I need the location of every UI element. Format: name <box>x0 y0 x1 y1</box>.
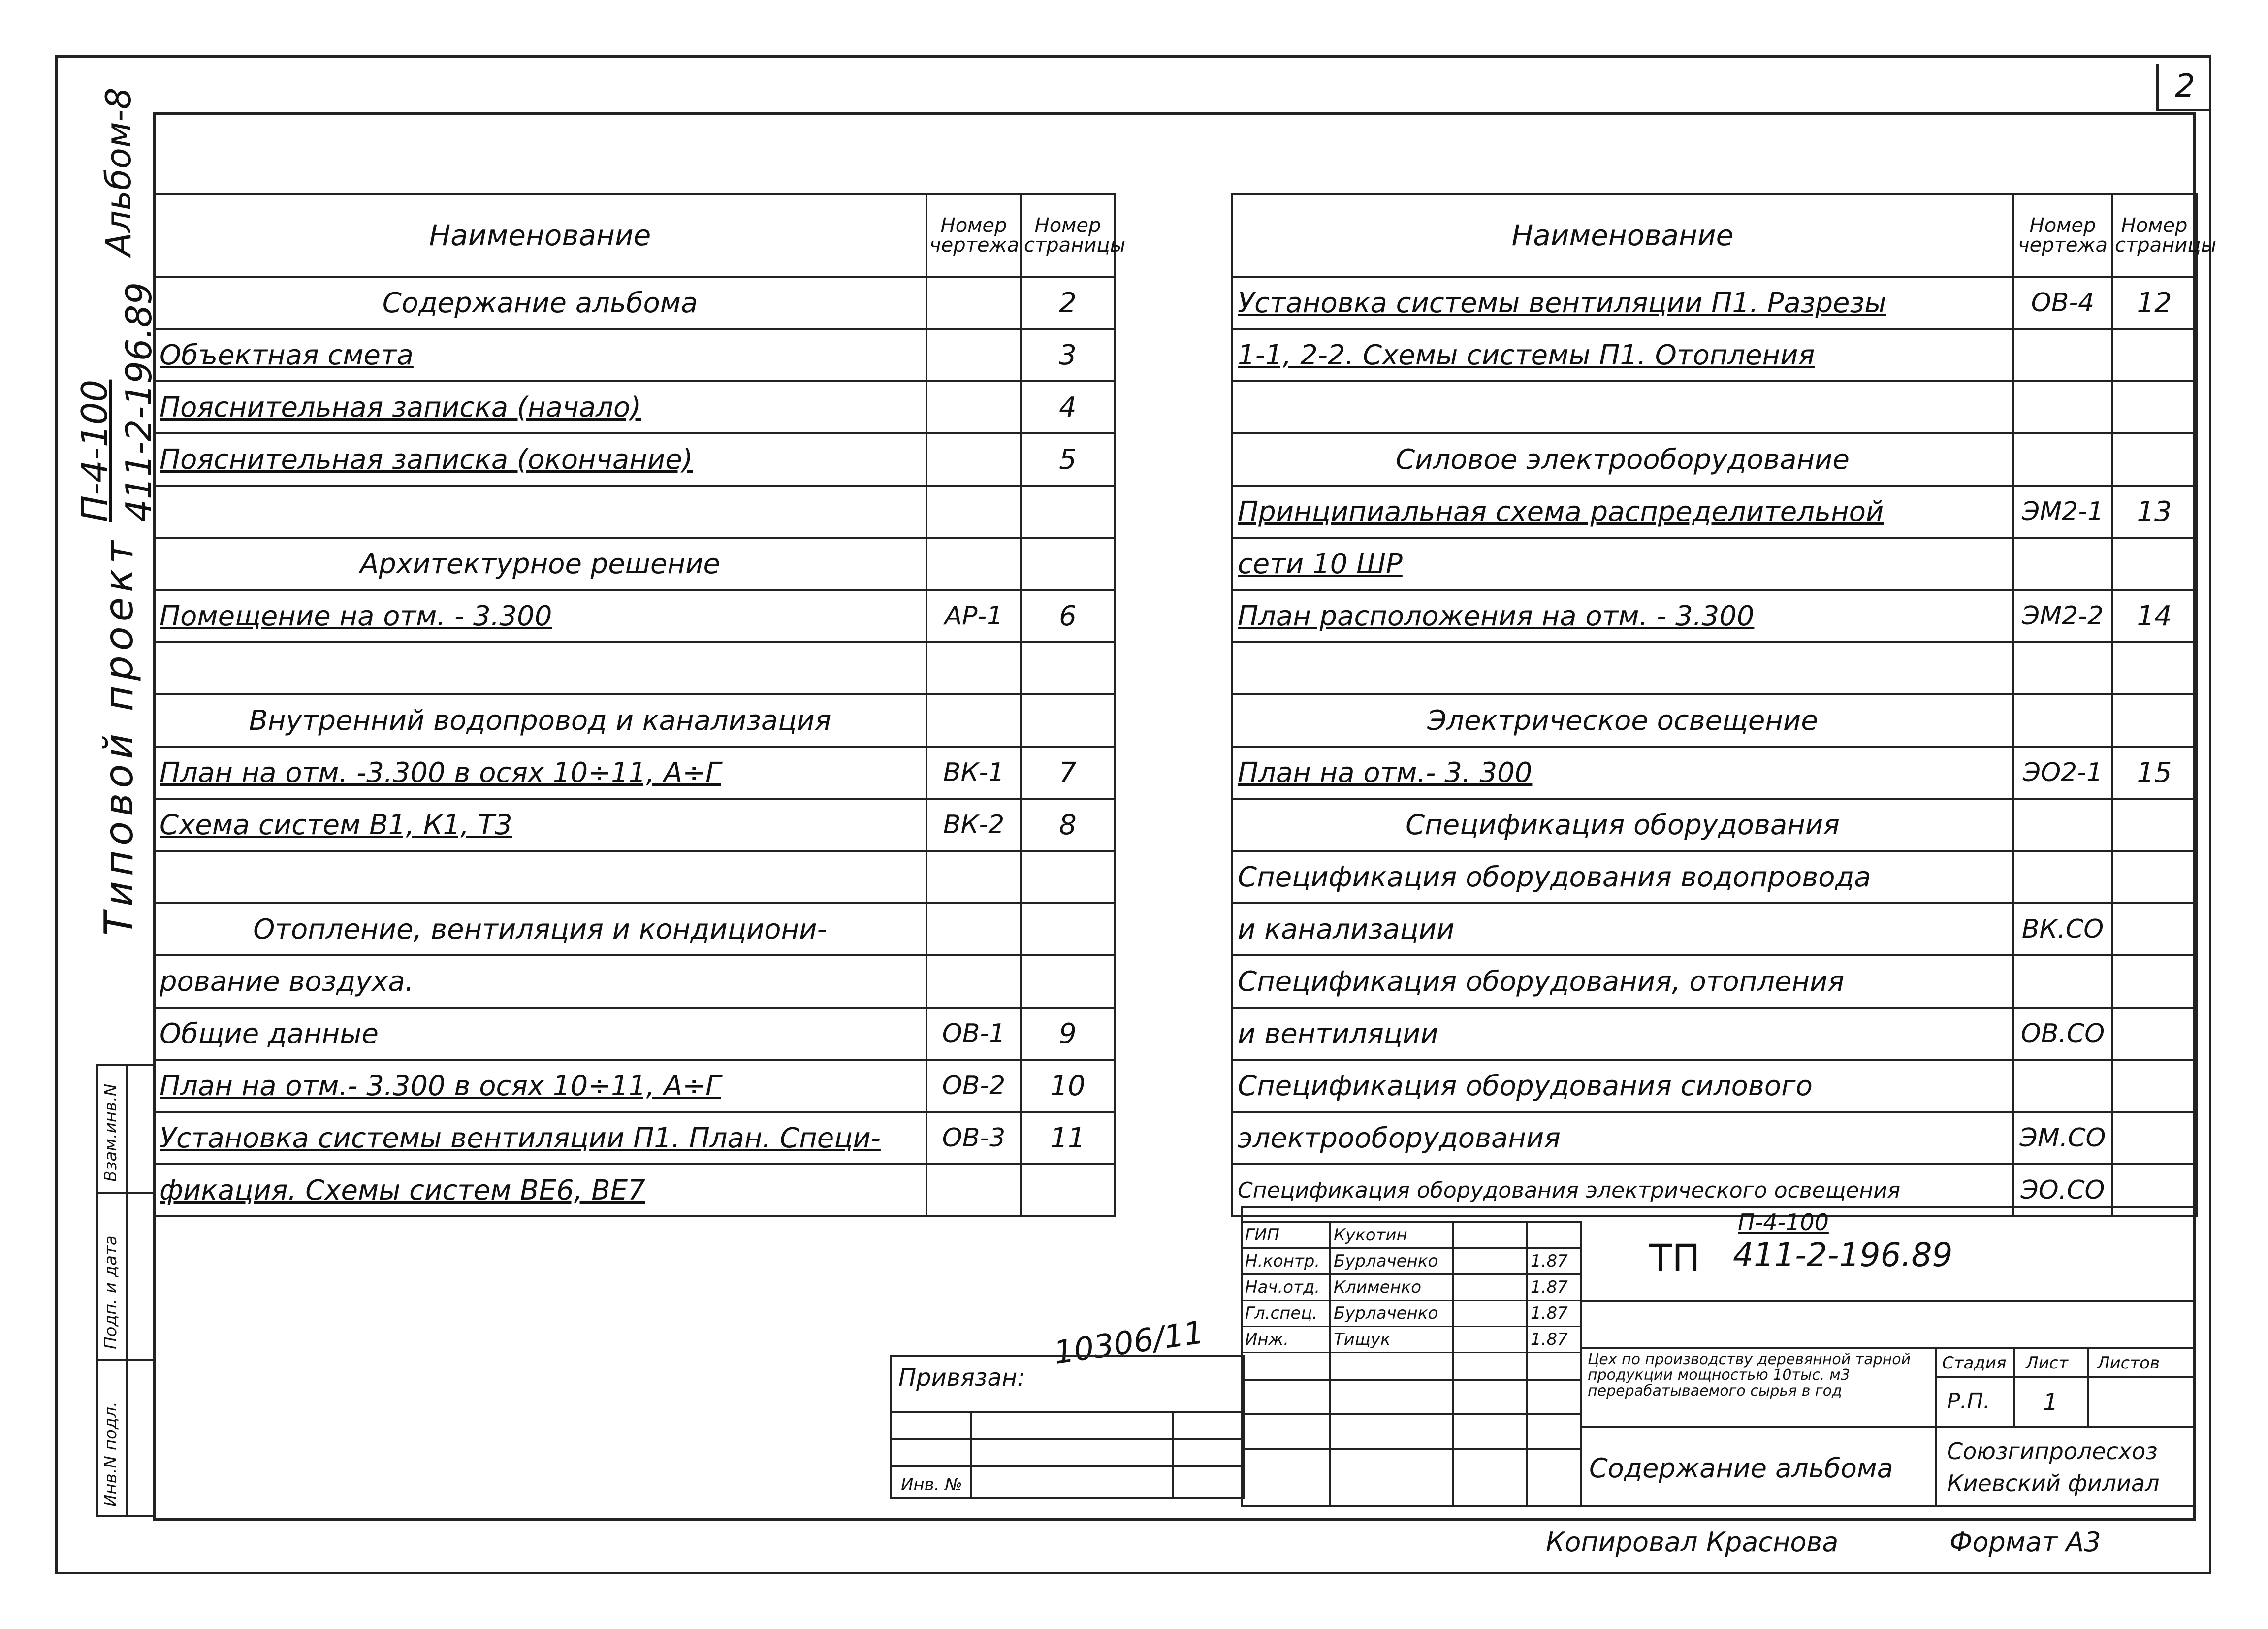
row-name <box>1232 381 2013 433</box>
row-name: и канализации <box>1232 903 2013 955</box>
sheet-number: 2 <box>2156 64 2211 111</box>
row-drawing-number: ЭМ2-2 <box>2013 590 2112 642</box>
side-label-inv-podl: Инв.N подл. <box>101 1401 121 1507</box>
row-drawing-number <box>926 903 1021 955</box>
table-row <box>154 694 1115 747</box>
row-drawing-number: ЭМ.СО <box>2013 1112 2112 1164</box>
row-name: Принципиальная схема распределительной <box>1232 486 2013 538</box>
table-row <box>1232 277 2197 329</box>
signature-role: Гл.спец. <box>1242 1301 1330 1327</box>
table-row <box>1232 694 2197 747</box>
row-page-number <box>2112 329 2197 381</box>
row-name: Спецификация оборудования <box>1232 799 2013 851</box>
row-name: План на отм.- 3. 300 <box>1232 747 2013 799</box>
code-main: 411-2-196.89 <box>1733 1236 1953 1274</box>
row-name: Архитектурное решение <box>154 538 926 590</box>
table-row <box>154 642 1115 694</box>
doc-name: Содержание альбома <box>1589 1453 1893 1484</box>
row-name: Электрическое освещение <box>1232 694 2013 747</box>
handwritten-number: 10306/11 <box>1052 1314 1207 1371</box>
header-drawing-number: Номер чертежа <box>2013 194 2112 277</box>
title-grid-line <box>2013 1347 2015 1426</box>
signature-mark <box>1453 1327 1527 1353</box>
signature-row <box>1242 1248 1581 1274</box>
binding-inv-label: Инв. № <box>901 1475 962 1495</box>
table-row <box>154 1060 1115 1112</box>
row-page-number <box>1021 955 1115 1008</box>
row-drawing-number <box>926 433 1021 486</box>
signature-date: 1.87 <box>1527 1248 1581 1274</box>
side-project-code-bottom: 411-2-196.89 <box>118 282 160 522</box>
table-row <box>154 1112 1115 1164</box>
row-page-number <box>2112 1060 2197 1112</box>
row-page-number: 4 <box>1021 381 1115 433</box>
signature-row <box>1242 1274 1581 1301</box>
table-row <box>1232 433 2197 486</box>
row-name <box>1232 642 2013 694</box>
row-name <box>154 486 926 538</box>
table-row <box>1232 1008 2197 1060</box>
header-page-number: Номер страницы <box>1021 194 1115 277</box>
signature-name: Кукотин <box>1330 1222 1453 1248</box>
table-row <box>154 538 1115 590</box>
side-project-code-top: П-4-100 <box>74 379 115 522</box>
row-page-number <box>1021 486 1115 538</box>
title-grid-line <box>1580 1221 1582 1507</box>
code-prefix: ТП <box>1649 1236 1700 1280</box>
row-name: Содержание альбома <box>154 277 926 329</box>
table-row <box>1232 538 2197 590</box>
signature-row <box>1242 1222 1581 1248</box>
row-name: 1-1, 2-2. Схемы системы П1. Отопления <box>1232 329 2013 381</box>
row-drawing-number <box>926 538 1021 590</box>
title-grid-line <box>2087 1347 2089 1426</box>
row-page-number <box>2112 694 2197 747</box>
row-page-number <box>1021 903 1115 955</box>
stage-label: Стадия <box>1942 1353 2007 1373</box>
row-page-number <box>2112 799 2197 851</box>
table-row <box>1232 955 2197 1008</box>
header-name: Наименование <box>154 194 926 277</box>
object-name: Цех по производству деревянной тарной продукции мощностью 10тыс. м3 перерабатываемого сырья в год <box>1588 1351 1911 1400</box>
title-grid-line <box>1526 1344 1528 1507</box>
format-label: Формат А3 <box>1949 1527 2101 1558</box>
row-name: Установка системы вентиляции П1. План. Специ- <box>154 1112 926 1164</box>
row-page-number <box>2112 433 2197 486</box>
row-drawing-number: ВК-1 <box>926 747 1021 799</box>
row-page-number <box>1021 538 1115 590</box>
row-drawing-number <box>2013 1060 2112 1112</box>
row-name: Помещение на отм. - 3.300 <box>154 590 926 642</box>
row-page-number: 12 <box>2112 277 2197 329</box>
table-row <box>154 277 1115 329</box>
signature-row <box>1242 1327 1581 1353</box>
contents-table-left <box>153 193 1126 1217</box>
row-name: рование воздуха. <box>154 955 926 1008</box>
table-row <box>1232 381 2197 433</box>
header-name: Наименование <box>1232 194 2013 277</box>
row-name: Пояснительная записка (окончание) <box>154 433 926 486</box>
signature-name: Бурлаченко <box>1330 1248 1453 1274</box>
row-page-number: 3 <box>1021 329 1115 381</box>
row-name: фикация. Схемы систем ВЕ6, ВЕ7 <box>154 1164 926 1216</box>
row-page-number <box>2112 381 2197 433</box>
row-name: Объектная смета <box>154 329 926 381</box>
row-drawing-number <box>2013 799 2112 851</box>
table-row <box>1232 642 2197 694</box>
row-drawing-number <box>926 851 1021 903</box>
table-row <box>1232 329 2197 381</box>
signature-mark <box>1453 1222 1527 1248</box>
signature-role: Н.контр. <box>1242 1248 1330 1274</box>
row-drawing-number <box>2013 851 2112 903</box>
signature-role: Нач.отд. <box>1242 1274 1330 1301</box>
row-page-number <box>2112 538 2197 590</box>
row-page-number <box>1021 642 1115 694</box>
row-drawing-number: ОВ.СО <box>2013 1008 2112 1060</box>
row-drawing-number: ОВ-4 <box>2013 277 2112 329</box>
signature-row <box>1242 1301 1581 1327</box>
table-row <box>154 903 1115 955</box>
row-page-number <box>1021 1164 1115 1216</box>
row-drawing-number <box>926 1164 1021 1216</box>
row-page-number: 11 <box>1021 1112 1115 1164</box>
row-name <box>154 851 926 903</box>
side-project-prefix: Типовой проект <box>96 536 142 936</box>
row-drawing-number <box>2013 694 2112 747</box>
row-drawing-number <box>2013 329 2112 381</box>
signature-date: 1.87 <box>1527 1327 1581 1353</box>
binding-line <box>1172 1411 1174 1499</box>
row-drawing-number: ОВ-3 <box>926 1112 1021 1164</box>
table-row <box>1232 486 2197 538</box>
title-grid-line <box>1580 1426 2196 1428</box>
row-page-number: 15 <box>2112 747 2197 799</box>
row-drawing-number: ЭО2-1 <box>2013 747 2112 799</box>
row-page-number: 7 <box>1021 747 1115 799</box>
signature-date: 1.87 <box>1527 1274 1581 1301</box>
row-name: сети 10 ШР <box>1232 538 2013 590</box>
row-drawing-number: ЭО.СО <box>2013 1164 2112 1216</box>
row-drawing-number <box>926 694 1021 747</box>
signature-date: 1.87 <box>1527 1301 1581 1327</box>
table-row <box>154 747 1115 799</box>
title-grid-line <box>1241 1448 1580 1450</box>
table-row <box>154 1008 1115 1060</box>
side-album-label: Альбом-8 <box>98 87 139 256</box>
row-drawing-number <box>926 486 1021 538</box>
table-row <box>154 1164 1115 1216</box>
title-grid-line <box>1241 1379 1580 1381</box>
table-row <box>154 590 1115 642</box>
sheet-value: 1 <box>2043 1389 2058 1416</box>
row-page-number <box>2112 642 2197 694</box>
table-row <box>1232 851 2197 903</box>
title-grid-line <box>1935 1376 2196 1378</box>
row-name: Общие данные <box>154 1008 926 1060</box>
row-drawing-number <box>2013 955 2112 1008</box>
row-drawing-number <box>2013 433 2112 486</box>
row-drawing-number <box>2013 642 2112 694</box>
table-row <box>154 851 1115 903</box>
row-page-number <box>2112 1112 2197 1164</box>
table-row <box>154 799 1115 851</box>
row-drawing-number: ЭМ2-1 <box>2013 486 2112 538</box>
binding-line <box>890 1411 1245 1413</box>
signature-name: Тищук <box>1330 1327 1453 1353</box>
sheet-label: Лист <box>2026 1353 2069 1373</box>
row-name: Внутренний водопровод и канализация <box>154 694 926 747</box>
row-drawing-number <box>2013 381 2112 433</box>
row-drawing-number: ОВ-1 <box>926 1008 1021 1060</box>
row-page-number <box>2112 903 2197 955</box>
row-drawing-number: ВК-2 <box>926 799 1021 851</box>
row-name <box>154 642 926 694</box>
row-drawing-number <box>2013 538 2112 590</box>
row-name: Схема систем В1, К1, Т3 <box>154 799 926 851</box>
row-page-number <box>1021 694 1115 747</box>
title-grid-line <box>1241 1344 1243 1507</box>
row-drawing-number: ВК.СО <box>2013 903 2112 955</box>
row-drawing-number <box>926 955 1021 1008</box>
copied-by: Копировал Краснова <box>1546 1527 1839 1558</box>
row-drawing-number <box>926 277 1021 329</box>
header-drawing-number: Номер чертежа <box>926 194 1021 277</box>
table-row <box>154 955 1115 1008</box>
row-page-number: 6 <box>1021 590 1115 642</box>
signature-mark <box>1453 1274 1527 1301</box>
signature-role: Инж. <box>1242 1327 1330 1353</box>
row-name: План расположения на отм. - 3.300 <box>1232 590 2013 642</box>
sheets-label: Листов <box>2097 1353 2160 1373</box>
table-row <box>154 329 1115 381</box>
signature-table <box>1241 1221 1582 1353</box>
title-grid-line <box>1329 1344 1331 1507</box>
table-row <box>1232 799 2197 851</box>
side-label-podp-data: Подп. и дата <box>101 1235 121 1349</box>
row-name: Спецификация оборудования, отопления <box>1232 955 2013 1008</box>
row-name: План на отм. -3.300 в осях 10÷11, А÷Г <box>154 747 926 799</box>
row-page-number <box>2112 955 2197 1008</box>
title-grid-line <box>1452 1344 1454 1507</box>
stage-value: Р.П. <box>1947 1389 1990 1414</box>
row-name: Спецификация оборудования электрического освещения <box>1232 1164 2013 1216</box>
title-grid-line <box>1580 1300 2196 1302</box>
row-name: электрооборудования <box>1232 1112 2013 1164</box>
table-row <box>1232 1060 2197 1112</box>
table-row <box>1232 747 2197 799</box>
row-name: и вентиляции <box>1232 1008 2013 1060</box>
binding-line <box>970 1411 972 1499</box>
row-name: План на отм.- 3.300 в осях 10÷11, А÷Г <box>154 1060 926 1112</box>
row-name: Установка системы вентиляции П1. Разрезы <box>1232 277 2013 329</box>
binding-line <box>890 1465 1245 1467</box>
row-page-number: 8 <box>1021 799 1115 851</box>
title-grid-line <box>1580 1347 2196 1349</box>
org-line1: Союзгипролесхоз <box>1947 1438 2158 1465</box>
table-row <box>154 381 1115 433</box>
row-page-number: 10 <box>1021 1060 1115 1112</box>
row-page-number: 2 <box>1021 277 1115 329</box>
table-row <box>1232 590 2197 642</box>
signature-name: Клименко <box>1330 1274 1453 1301</box>
binding-line <box>890 1438 1245 1440</box>
row-name: Пояснительная записка (начало) <box>154 381 926 433</box>
row-name: Спецификация оборудования водопровода <box>1232 851 2013 903</box>
signature-mark <box>1453 1248 1527 1274</box>
table-row <box>154 433 1115 486</box>
table-row <box>1232 903 2197 955</box>
header-page-number: Номер страницы <box>2112 194 2197 277</box>
row-name: Спецификация оборудования силового <box>1232 1060 2013 1112</box>
row-drawing-number <box>926 329 1021 381</box>
row-page-number: 13 <box>2112 486 2197 538</box>
row-drawing-number <box>926 381 1021 433</box>
table-row <box>154 486 1115 538</box>
row-page-number: 5 <box>1021 433 1115 486</box>
table-row <box>1232 1112 2197 1164</box>
row-name: Силовое электрооборудование <box>1232 433 2013 486</box>
code-top: П-4-100 <box>1738 1209 1829 1236</box>
row-page-number <box>1021 851 1115 903</box>
org-line2: Киевский филиал <box>1947 1470 2160 1497</box>
row-page-number <box>2112 1008 2197 1060</box>
signature-date <box>1527 1222 1581 1248</box>
side-label-vzam-inv: Взам.инв.N <box>101 1083 121 1182</box>
row-drawing-number: АР-1 <box>926 590 1021 642</box>
row-name: Отопление, вентиляция и кондициони- <box>154 903 926 955</box>
contents-table-right <box>1231 193 2217 1217</box>
binding-label: Привязан: <box>898 1364 1025 1392</box>
signature-role: ГИП <box>1242 1222 1330 1248</box>
row-drawing-number <box>926 642 1021 694</box>
row-drawing-number: ОВ-2 <box>926 1060 1021 1112</box>
side-divider <box>126 1064 128 1517</box>
signature-mark <box>1453 1301 1527 1327</box>
row-page-number: 9 <box>1021 1008 1115 1060</box>
row-page-number <box>2112 851 2197 903</box>
row-page-number: 14 <box>2112 590 2197 642</box>
signature-name: Бурлаченко <box>1330 1301 1453 1327</box>
title-grid-line <box>1241 1413 1580 1415</box>
